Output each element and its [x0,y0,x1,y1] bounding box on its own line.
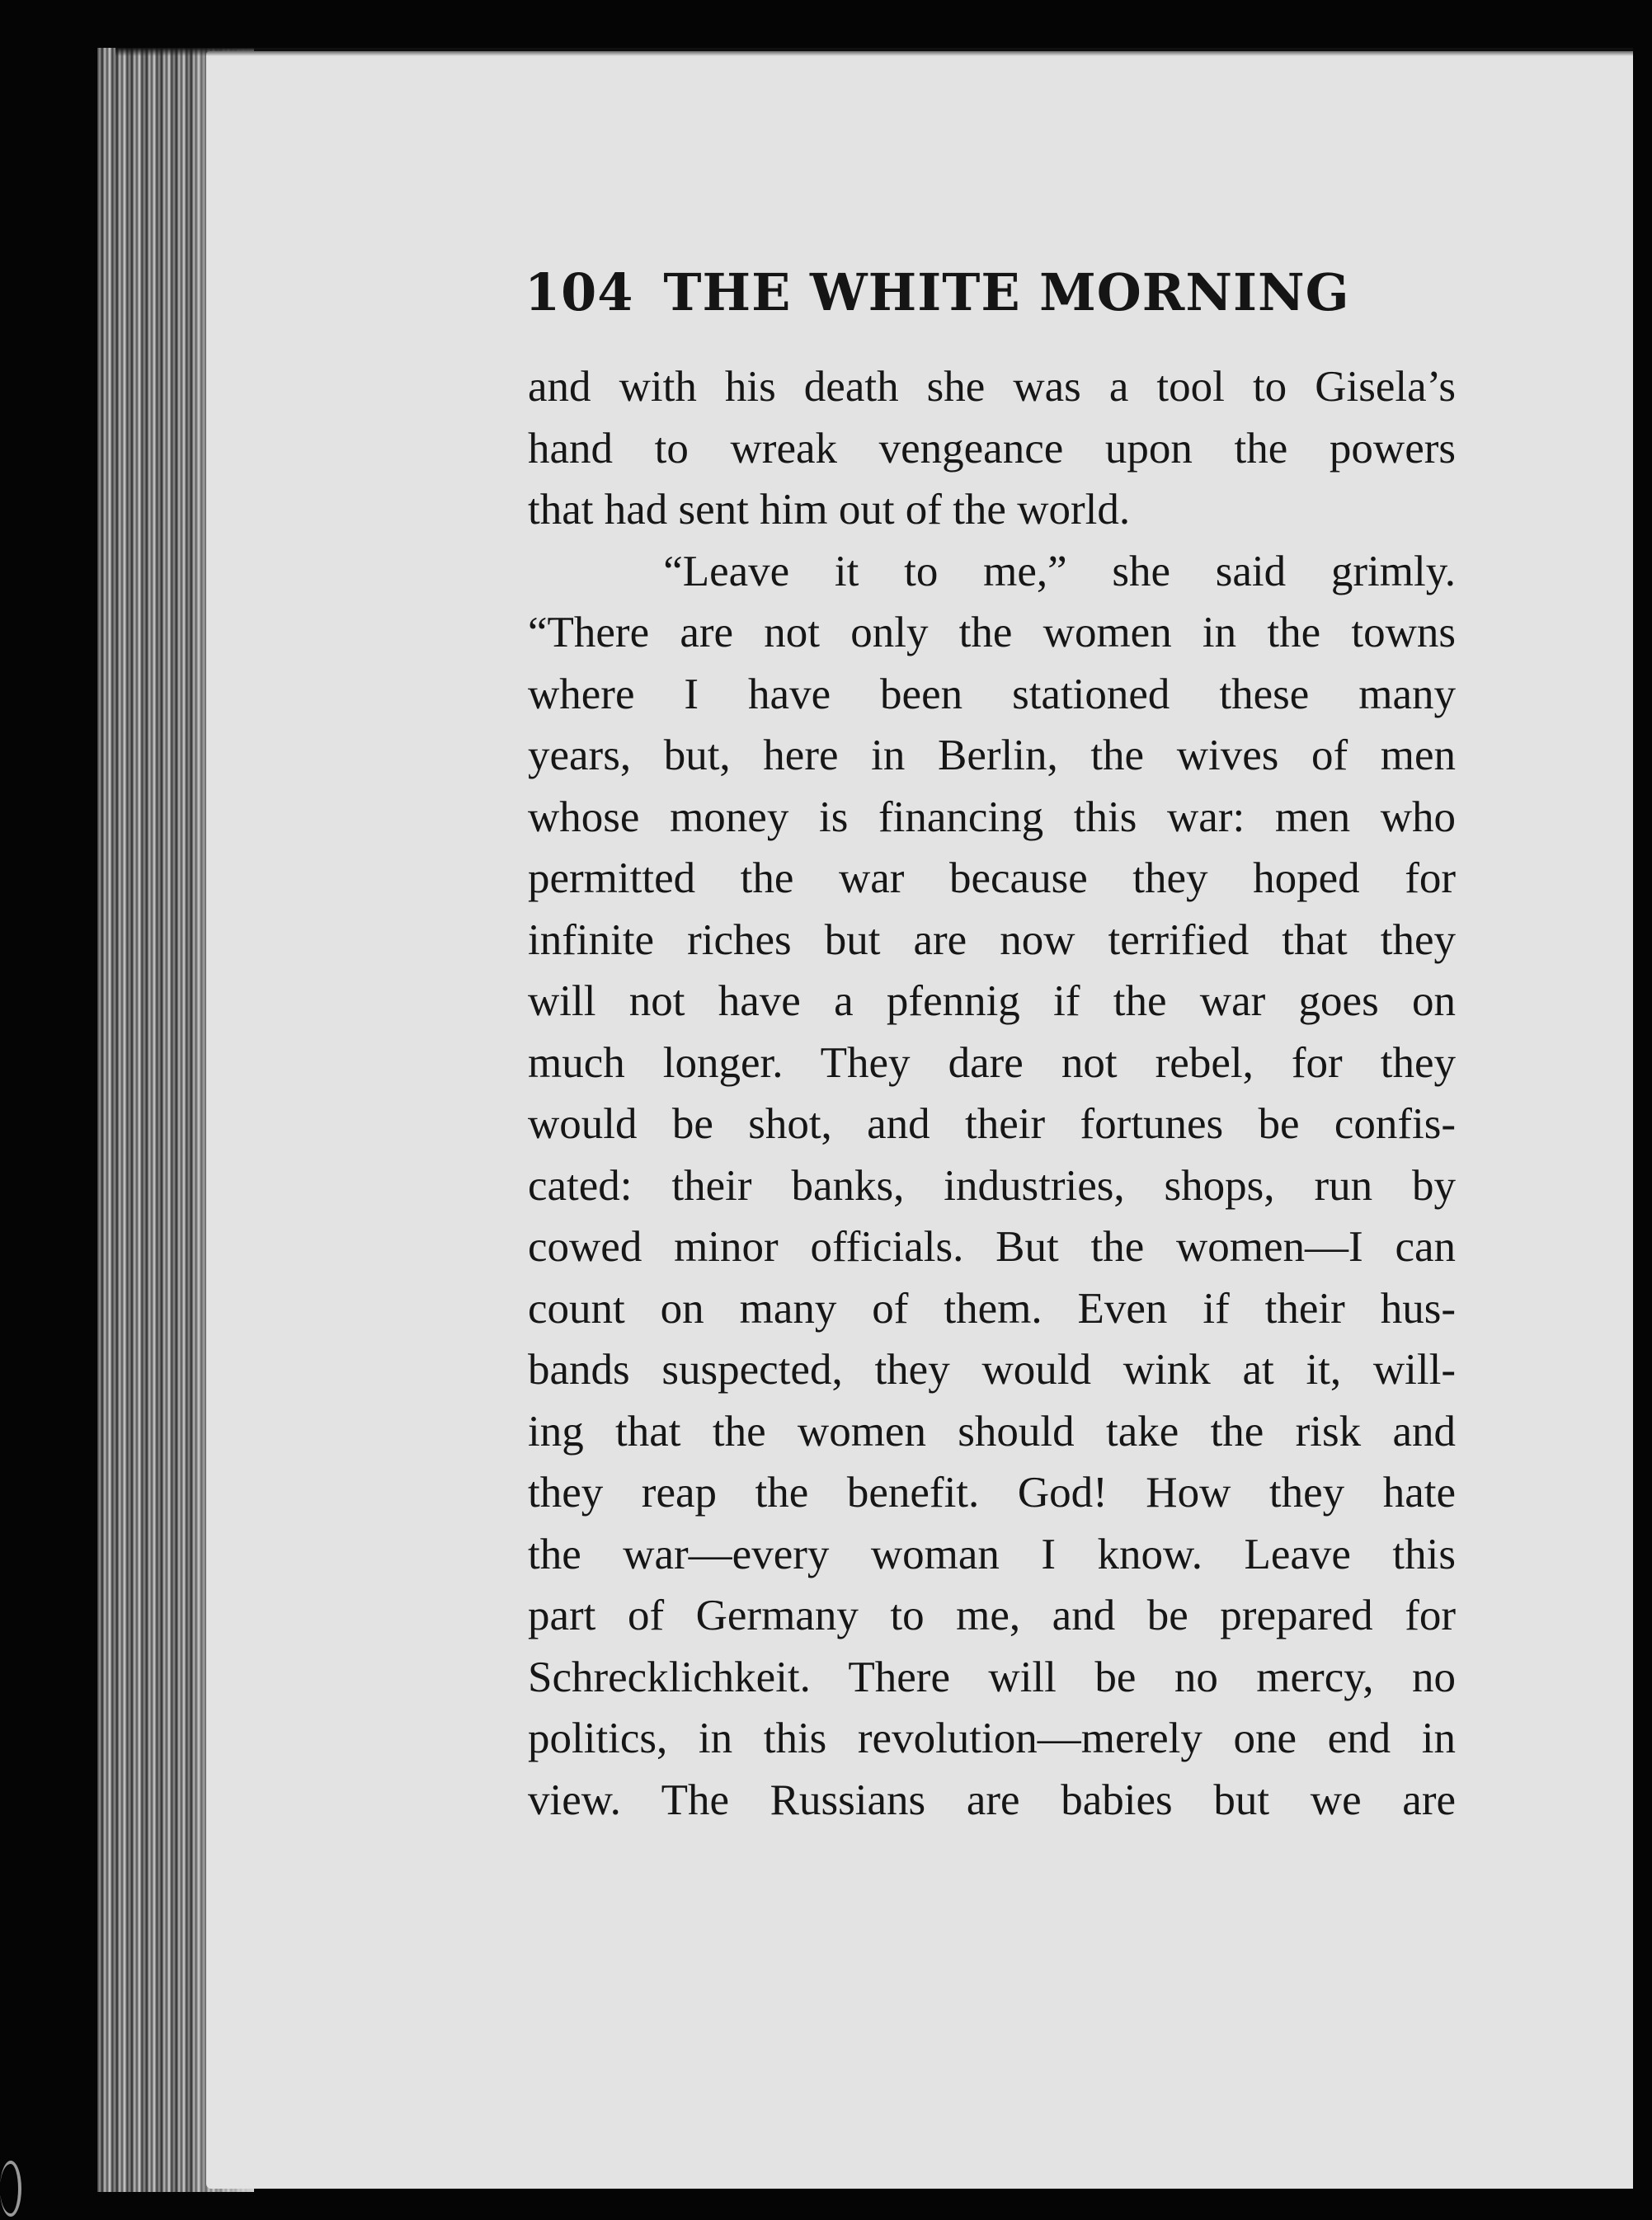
text-line: “There are not only the women in the towns [528,609,1456,656]
text-line: will not have a pfennig if the war goes on [528,977,1456,1025]
binding-hole-mark [0,2161,21,2217]
text-line: cated: their banks, industries, shops, run by [528,1161,1456,1210]
text-line: years, but, here in Berlin, the wives of men [528,731,1456,779]
text-line: Schrecklichkeit. There will be no mercy, no [528,1653,1456,1701]
text-line: infinite riches but are now terrified that they [528,915,1456,964]
text-line: much longer. They dare not rebel, for they [528,1038,1456,1087]
text-line: hand to wreak vengeance upon the powers [528,424,1456,473]
body-text [528,356,1456,1831]
text-line: count on many of them. Even if their hus- [528,1284,1456,1333]
text-line: and with his death she was a tool to Gisela’s [528,363,1456,411]
text-line: they reap the benefit. God! How they hate [528,1469,1456,1517]
text-line: ing that the women should take the risk and [528,1407,1456,1456]
running-header [525,262,1350,322]
text-line: permitted the war because they hoped for [528,854,1456,902]
text-line: view. The Russians are babies but we are [528,1776,1456,1824]
text-line: bands suspected, they would wink at it, will- [528,1346,1456,1394]
page-top-shadow [115,48,1633,56]
text-line: the war—every woman I know. Leave this [528,1530,1456,1578]
text-line: “Leave it to me,” she said grimly. [528,547,1456,595]
text-line: part of Germany to me, and be prepared for [528,1592,1456,1639]
text-line: politics, in this revolution—merely one end in [528,1714,1456,1762]
text-line: that had sent him out of the world. [528,486,1131,534]
running-title: THE WHITE MORNING [663,262,1350,322]
text-line: whose money is financing this war: men who [528,793,1456,841]
text-line: cowed minor officials. But the women—I can [528,1223,1456,1271]
text-line: where I have been stationed these many [528,670,1456,718]
text-line: would be shot, and their fortunes be confis- [528,1100,1456,1148]
page-number: 104 [525,262,634,322]
